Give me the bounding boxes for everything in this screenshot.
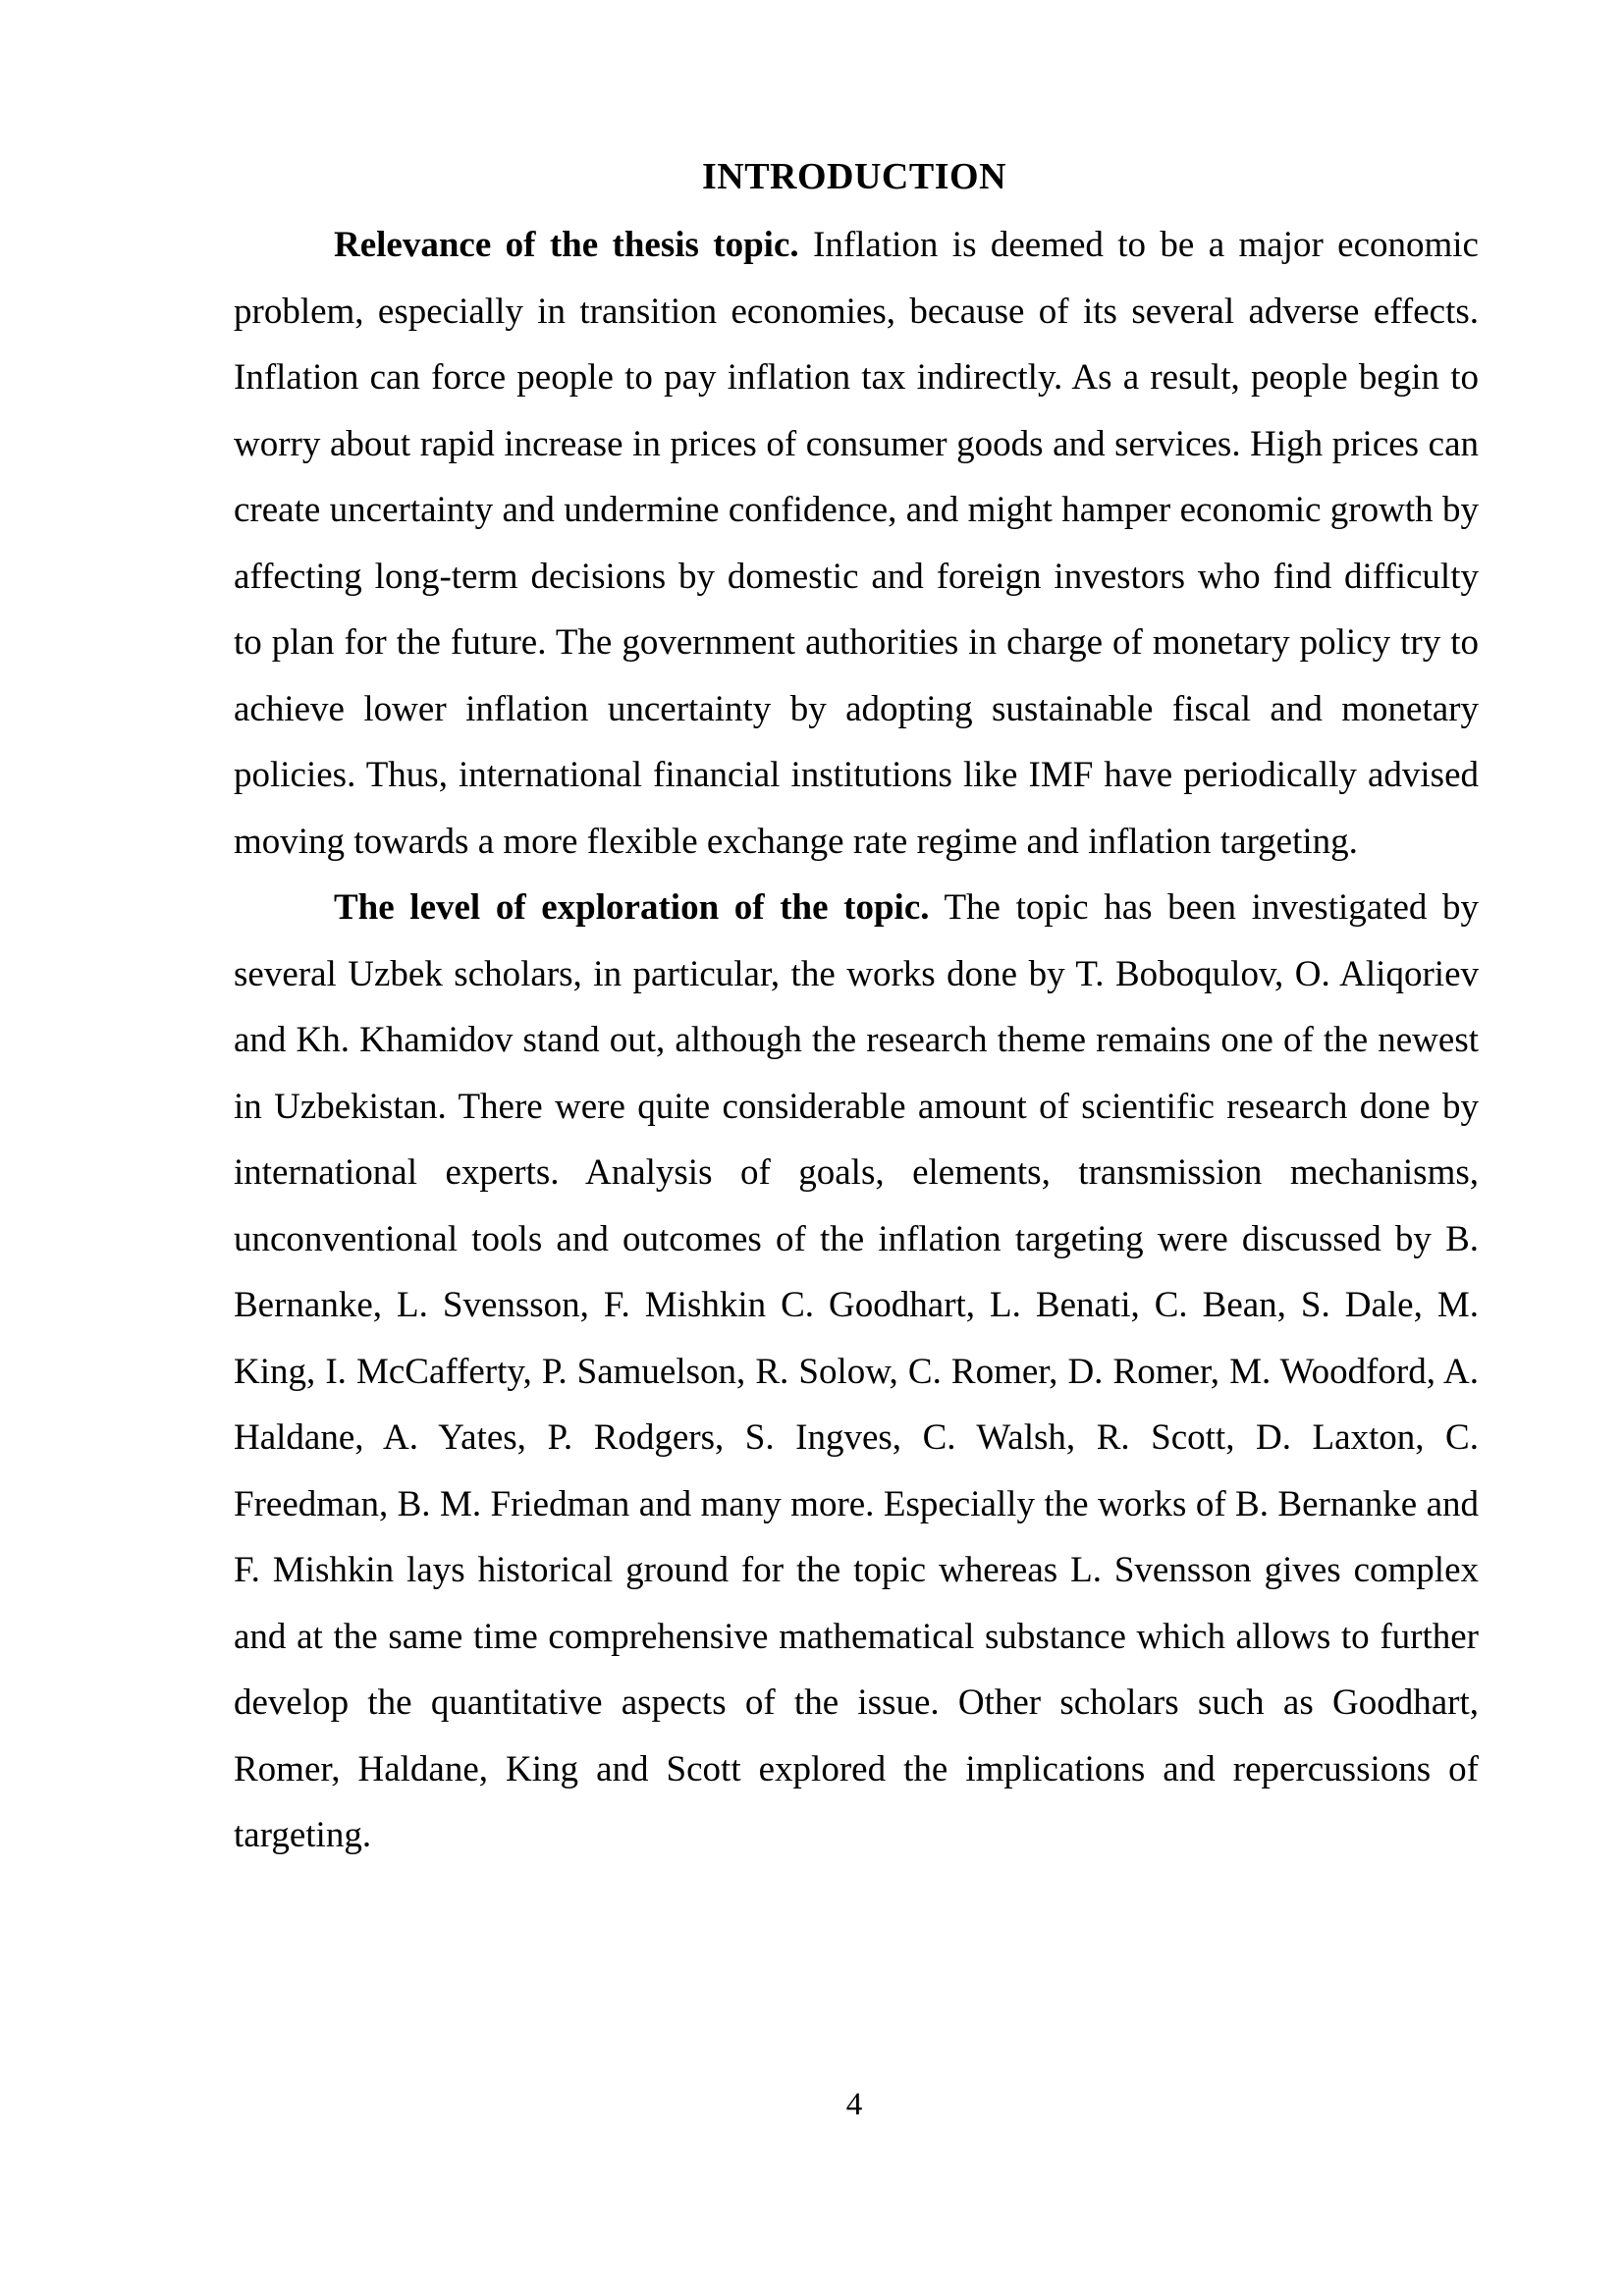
paragraph-text-relevance: Inflation is deemed to be a major economic problem, especially in transition economies, because of its several adverse effects. Inflation can force people to pay inflation tax indirectly. As a result, people begin to worry about rapid increase in prices of consumer goods and services. High prices can create uncertainty and undermine confidence, and might hamper economic growth by affecting long-term decisions by domestic and foreign investors who find difficulty to plan for the future. The government authorities in charge of monetary policy try to achieve lower inflation uncertainty by adopting sustainable fiscal and monetary policies. Thus, international financial institutions like IMF have periodically advised moving towards a more flexible exchange rate regime and inflation targeting. — [234, 225, 1479, 862]
body-text — [234, 212, 1479, 1869]
paragraph-lead-exploration: The level of exploration of the topic. — [334, 887, 930, 928]
paragraph-exploration — [234, 875, 1479, 1869]
page-number: 4 — [845, 2087, 863, 2122]
paragraph-relevance — [234, 212, 1479, 875]
paragraph-lead-relevance: Relevance of the thesis topic. — [334, 225, 799, 265]
paragraph-text-exploration: The topic has been investigated by several Uzbek scholars, in particular, the works done by T. Boboqulov, O. Aliqoriev and Kh. Khamidov stand out, although the research theme remains one of the newest in Uzbekistan. There were quite considerable amount of scientific research done by international experts. Analysis of goals, elements, transmission mechanisms, unconventional tools and outcomes of the inflation targeting were discussed by B. Bernanke, L. Svensson, F. Mishkin C. Goodhart, L. Benati, C. Bean, S. Dale, M. King, I. McCafferty, P. Samuelson, R. Solow, C. Romer, D. Romer, M. Woodford, A. Haldane, A. Yates, P. Rodgers, S. Ingves, C. Walsh, R. Scott, D. Laxton, C. Freedman, B. M. Friedman and many more. Especially the works of B. Bernanke and F. Mishkin lays historical ground for the topic whereas L. Svensson gives complex and at the same time comprehensive mathematical substance which allows to further develop the quantitative aspects of the issue. Other scholars such as Goodhart, Romer, Haldane, King and Scott explored the implications and repercussions of targeting. — [234, 887, 1479, 1855]
section-heading: INTRODUCTION — [701, 156, 1007, 197]
